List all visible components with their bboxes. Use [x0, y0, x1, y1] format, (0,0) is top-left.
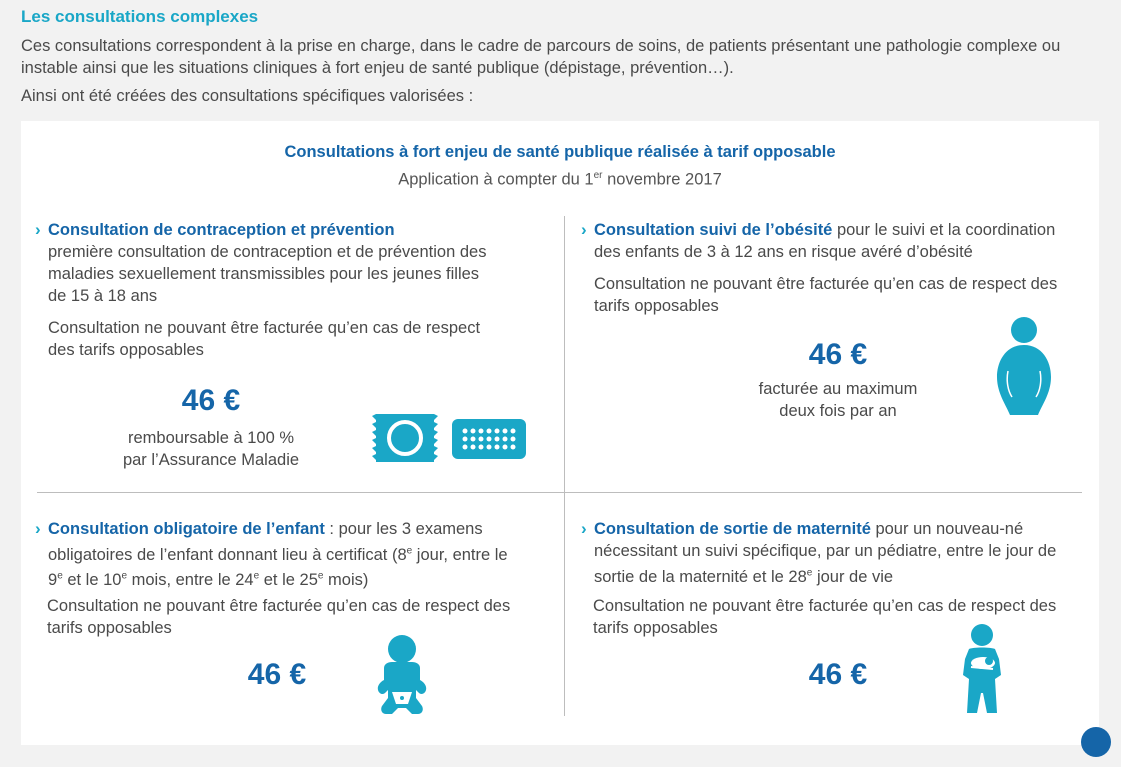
price-contraception: 46 € [181, 384, 241, 417]
consultation-obesite [581, 219, 1084, 317]
consultation-note: Consultation ne pouvant être facturée qu’en cas de respect des tarifs opposables [48, 319, 481, 359]
intro-paragraph: Ces consultations correspondent à la prise en charge, dans le cadre de parcours de soins, de patients présentant une pathologie complexe ou instable ainsi que les situations cliniques à fort enjeu de santé publique (dépistage, prévention…). [21, 37, 1061, 77]
section-heading: Les consultations complexes [21, 7, 259, 26]
baby-icon [376, 634, 428, 718]
card-subtitle: Application à compter du 1er novembre 2017 [398, 170, 722, 189]
condom-package-icon [372, 412, 438, 464]
consultation-description: pour un nouveau-né nécessitant un suivi spécifique, par un pédiatre, entre le jour de sortie de la maternité et le 28e jour de vie [594, 520, 1057, 586]
pill-pack-icon [451, 418, 527, 460]
consultation-description: : pour les 3 examens obligatoires de l’enfant donnant lieu à certificat (8e jour, entre le 9e et le 10e mois, entre le 24e et le 25e mois) [48, 520, 508, 589]
card-title: Consultations à fort enjeu de santé publique réalisée à tarif opposable [284, 143, 836, 161]
consultation-title: Consultation de sortie de maternité [594, 520, 871, 538]
corner-badge[interactable] [1081, 727, 1111, 757]
price-maternite: 46 € [808, 658, 868, 691]
consultation-note: Consultation ne pouvant être facturée qu’en cas de respect des tarifs opposables [594, 275, 1058, 315]
intro-lead: Ainsi ont été créées des consultations spécifiques valorisées : [21, 87, 474, 105]
price-enfant: 46 € [247, 658, 307, 691]
consultation-maternite [581, 518, 1084, 588]
chevron-right-icon: › [581, 519, 587, 538]
chevron-right-icon: › [581, 220, 587, 239]
mother-with-baby-icon [959, 623, 1005, 717]
consultation-title: Consultation suivi de l’obésité [594, 221, 833, 239]
consultation-title: Consultation obligatoire de l’enfant [48, 520, 325, 538]
consultation-description: pour le suivi et la coordination des enfants de 3 à 12 ans en risque avéré d’obésité [594, 221, 1056, 261]
consultation-enfant [35, 518, 518, 591]
consultation-description: première consultation de contraception et de prévention des maladies sexuellement transmissibles pour les jeunes filles de 15 à 18 ans [48, 243, 487, 305]
price-note-contraception: remboursable à 100 % par l’Assurance Maladie [122, 429, 300, 469]
consultations-card [21, 121, 1099, 745]
chevron-right-icon: › [35, 220, 41, 239]
vertical-divider [564, 216, 565, 716]
consultation-note: Consultation ne pouvant être facturée qu’en cas de respect des tarifs opposables [47, 597, 511, 637]
price-note-obesite: facturée au maximum deux fois par an [758, 380, 918, 420]
horizontal-divider [37, 492, 1082, 493]
chevron-right-icon: › [35, 519, 41, 538]
consultation-title: Consultation de contraception et prévention [48, 221, 395, 239]
obese-person-icon [994, 315, 1054, 417]
price-obesite: 46 € [808, 338, 868, 371]
consultation-note: Consultation ne pouvant être facturée qu’en cas de respect des tarifs opposables [593, 597, 1057, 637]
consultation-contraception [35, 219, 498, 361]
